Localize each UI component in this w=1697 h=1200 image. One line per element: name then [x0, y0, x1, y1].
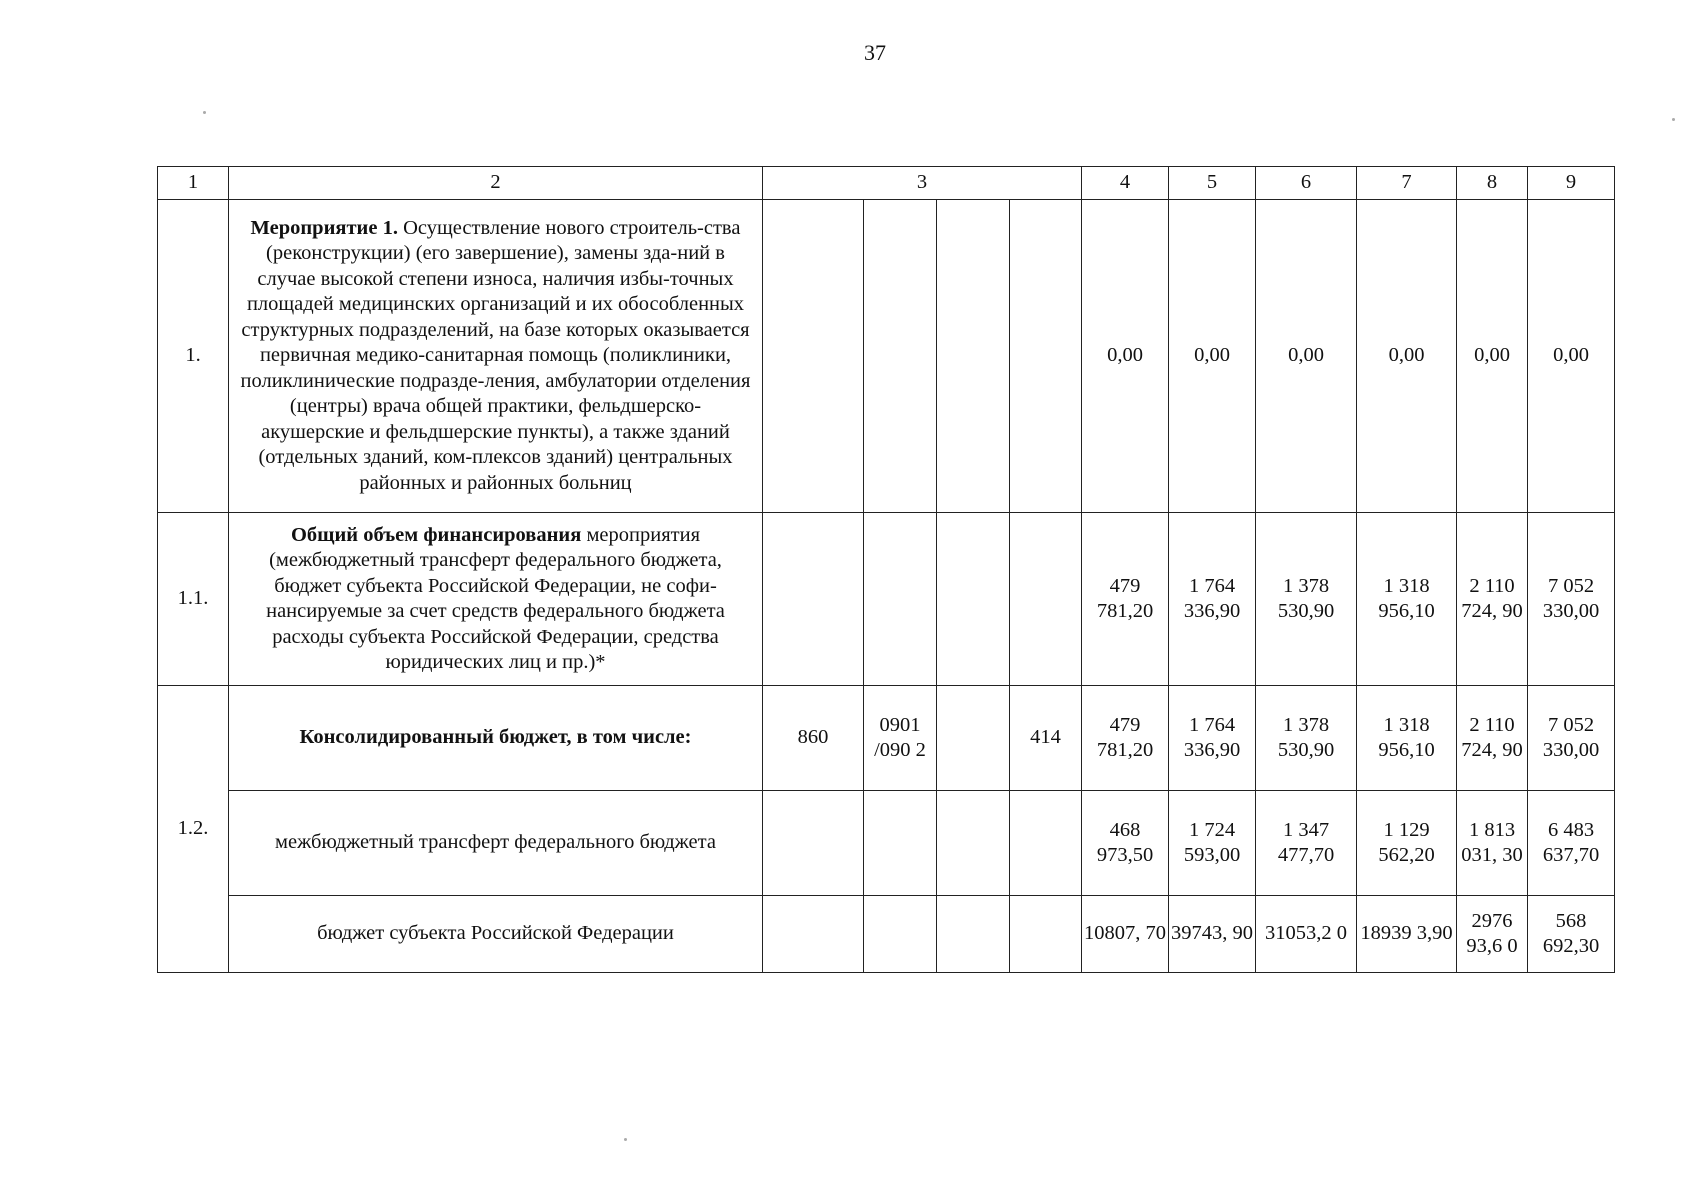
value-cell: 468 973,50 — [1082, 791, 1169, 896]
row-description: бюджет субъекта Российской Федерации — [229, 896, 763, 973]
budget-table — [157, 166, 1615, 973]
value-cell: 1 813 031, 30 — [1457, 791, 1528, 896]
scan-speck — [203, 111, 206, 114]
table-row — [158, 896, 1615, 973]
value-cell: 18939 3,90 — [1357, 896, 1457, 973]
value-cell: 1 378 530,90 — [1256, 513, 1357, 686]
table-row — [158, 686, 1615, 791]
value-cell: 31053,2 0 — [1256, 896, 1357, 973]
value-cell: 1 318 956,10 — [1357, 513, 1457, 686]
code-cell — [763, 896, 864, 973]
header-cell-6: 6 — [1256, 167, 1357, 200]
row-description: Консолидированный бюджет, в том числе: — [229, 686, 763, 791]
code-cell — [763, 513, 864, 686]
value-cell: 1 724 593,00 — [1169, 791, 1256, 896]
value-cell: 0,00 — [1528, 200, 1615, 513]
header-cell-7: 7 — [1357, 167, 1457, 200]
value-cell: 0,00 — [1256, 200, 1357, 513]
value-cell: 39743, 90 — [1169, 896, 1256, 973]
value-cell: 6 483 637,70 — [1528, 791, 1615, 896]
code-cell — [864, 200, 937, 513]
table-row — [158, 200, 1615, 513]
value-cell: 568 692,30 — [1528, 896, 1615, 973]
code-cell — [1010, 200, 1082, 513]
row-number: 1.2. — [158, 686, 229, 973]
code-cell — [937, 896, 1010, 973]
value-cell: 0,00 — [1082, 200, 1169, 513]
row-description-bold: Мероприятие 1. — [250, 216, 398, 239]
page-number: 37 — [864, 40, 886, 65]
code-cell — [864, 513, 937, 686]
value-cell: 10807, 70 — [1082, 896, 1169, 973]
row-description-text: мероприятия (межбюджетный трансферт федерального бюджета, бюджет субъекта Российской Федерации, не софи-нансируемые за счет средств федерального бюджета расходы субъекта Российской Федерации, средства юридических лиц и пр.)* — [266, 523, 725, 673]
code-cell — [1010, 513, 1082, 686]
value-cell: 479 781,20 — [1082, 513, 1169, 686]
header-cell-4: 4 — [1082, 167, 1169, 200]
code-cell — [1010, 896, 1082, 973]
table-row — [158, 791, 1615, 896]
value-cell: 0,00 — [1457, 200, 1528, 513]
row-number: 1.1. — [158, 513, 229, 686]
value-cell: 1 347 477,70 — [1256, 791, 1357, 896]
scan-speck — [1672, 118, 1675, 121]
row-number: 1. — [158, 200, 229, 513]
code-cell — [864, 896, 937, 973]
code-cell — [864, 791, 937, 896]
code-cell — [763, 200, 864, 513]
value-cell: 0,00 — [1357, 200, 1457, 513]
code-cell — [937, 791, 1010, 896]
value-cell: 2 110 724, 90 — [1457, 513, 1528, 686]
scan-speck — [624, 1138, 627, 1141]
header-cell-3: 3 — [763, 167, 1082, 200]
value-cell: 1 129 562,20 — [1357, 791, 1457, 896]
row-description-bold: Общий объем финансирования — [290, 523, 582, 546]
row-description — [229, 200, 763, 513]
header-cell-8: 8 — [1457, 167, 1528, 200]
value-cell: 2 110 724, 90 — [1457, 686, 1528, 791]
header-cell-9: 9 — [1528, 167, 1615, 200]
table-row — [158, 513, 1615, 686]
code-cell: 414 — [1010, 686, 1082, 791]
value-cell: 7 052 330,00 — [1528, 686, 1615, 791]
code-cell — [763, 791, 864, 896]
code-cell: 0901 /090 2 — [864, 686, 937, 791]
header-cell-1: 1 — [158, 167, 229, 200]
row-description — [229, 513, 763, 686]
row-description-text: Осуществление нового строитель-ства (реконструкции) (его завершение), замены зда-ний в случае высокой степени износа, наличия избы-точных площадей медицинских организаций и их обособленных структурных подразделений, на базе которых оказывается первичная медико-санитарная помощь (поликлиники, поликлинические подразде-ления, амбулатории отделения (центры) врача общей практики, фельдшерско-акушерские и фельдшерские пункты), а также зданий (отдельных зданий, ком-плексов зданий) центральных районных и районных больниц — [240, 216, 751, 494]
code-cell: 860 — [763, 686, 864, 791]
value-cell: 0,00 — [1169, 200, 1256, 513]
value-cell: 2976 93,6 0 — [1457, 896, 1528, 973]
value-cell: 1 378 530,90 — [1256, 686, 1357, 791]
value-cell: 1 764 336,90 — [1169, 513, 1256, 686]
code-cell — [937, 513, 1010, 686]
value-cell: 1 764 336,90 — [1169, 686, 1256, 791]
code-cell — [937, 200, 1010, 513]
header-cell-2: 2 — [229, 167, 763, 200]
header-cell-5: 5 — [1169, 167, 1256, 200]
value-cell: 479 781,20 — [1082, 686, 1169, 791]
value-cell: 1 318 956,10 — [1357, 686, 1457, 791]
code-cell — [937, 686, 1010, 791]
value-cell: 7 052 330,00 — [1528, 513, 1615, 686]
row-description: межбюджетный трансферт федерального бюджета — [229, 791, 763, 896]
code-cell — [1010, 791, 1082, 896]
header-row — [158, 167, 1615, 200]
